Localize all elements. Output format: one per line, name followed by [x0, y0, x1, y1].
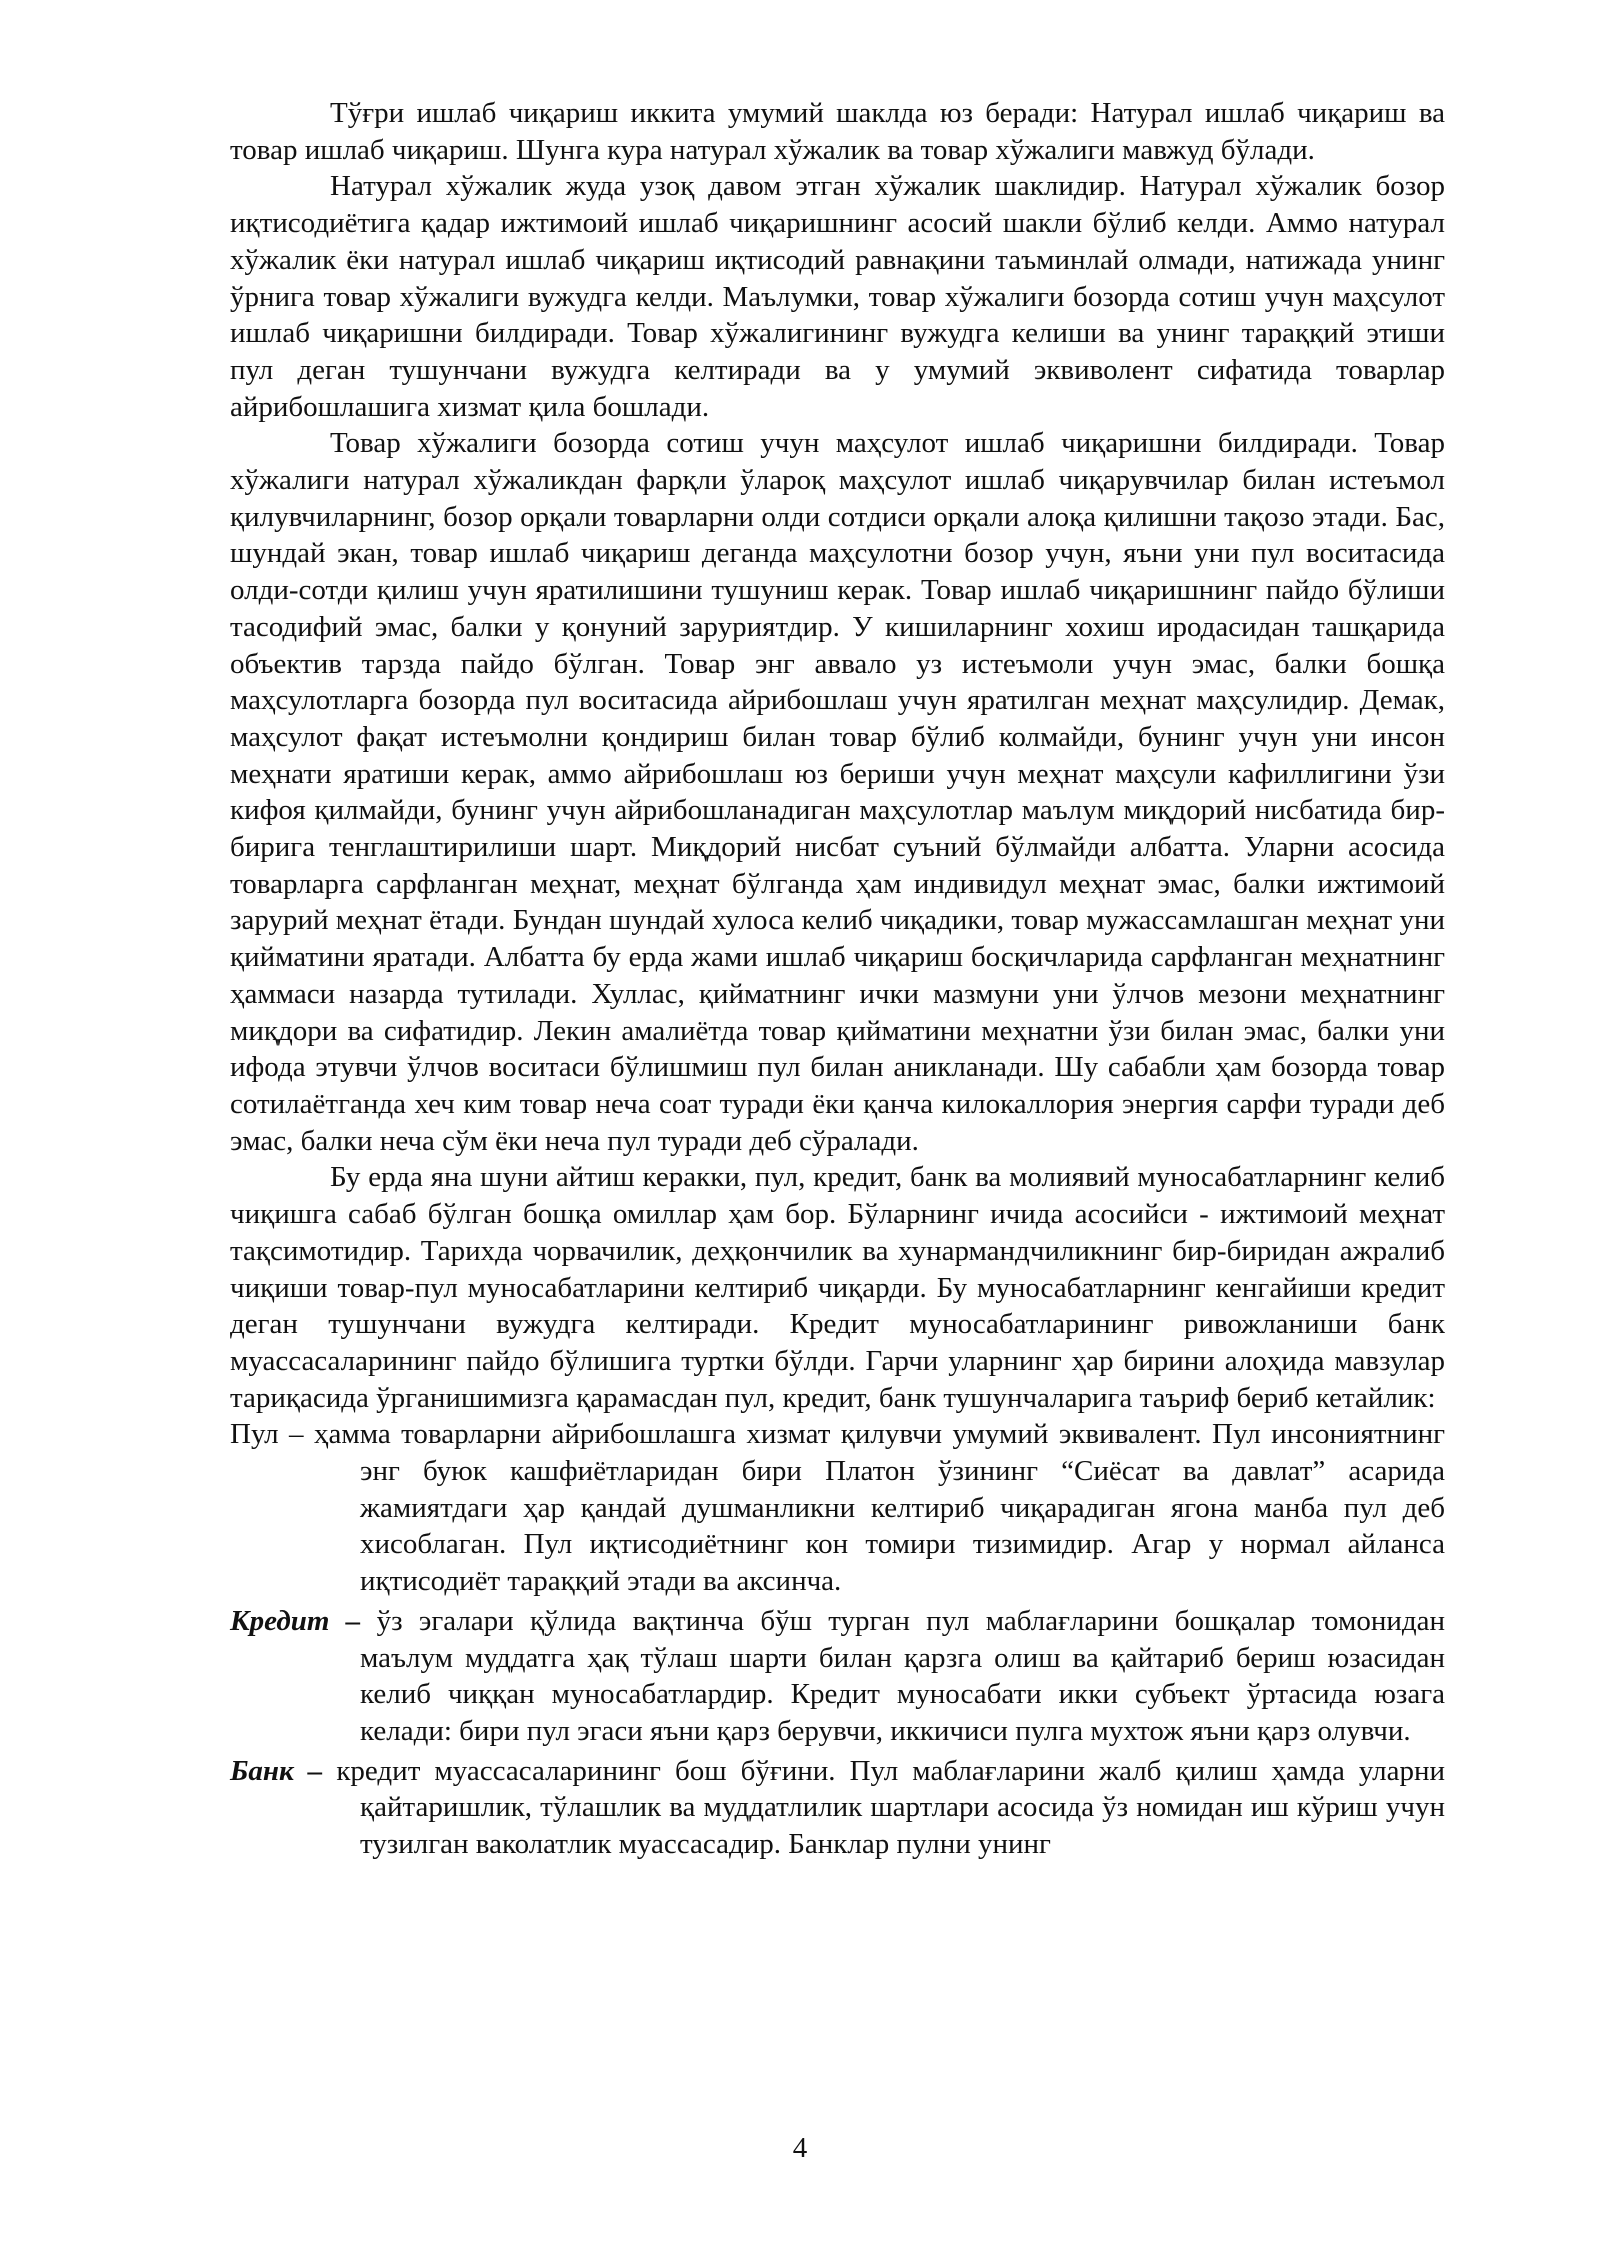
document-page	[230, 95, 1445, 1863]
definition-text: кредит муассасаларининг бош бўғини. Пул маблағларини жалб қилиш ҳамда уларни қайтаришлик, тўлашлик ва муддатлилик шартлари асосида ўз номидан иш кўриш учун тузилган ваколатлик муассасадир. Банклар пулни унинг	[336, 1754, 1445, 1861]
definition-term: Пул –	[230, 1418, 304, 1451]
paragraph-commodity-economy: Товар хўжалиги бозорда сотиш учун маҳсулот ишлаб чиқаришни билдиради. Товар хўжалиги натурал хўжаликдан фарқли ўлароқ маҳсулот ишлаб чиқарувчилар билан истеъмол қилувчиларнинг, бозор орқали товарларни олди сотдиси орқали алоқа қилишни тақозо этади. Бас, шундай экан, товар ишлаб чиқариш деганда маҳсулотни бозор учун, яъни уни пул воситасида олди-сотди қилиш учун яратилишини тушуниш керак. Товар ишлаб чиқаришнинг пайдо бўлиши тасодифий эмас, балки у қонуний заруриятдир. У кишиларнинг хохиш иродасидан ташқарида объектив тарзда пайдо бўлган. Товар энг аввало уз истеъмоли учун эмас, балки бошқа маҳсулотларга бозорда пул воситасида айрибошлаш учун яратилган меҳнат маҳсулидир. Демак, маҳсулот фақат истеъмолни қондириш билан товар бўлиб колмайди, бунинг учун уни инсон меҳнати яратиши керак, аммо айрибошлаш юз бериши учун меҳнат маҳсули кафиллигини ўзи кифоя қилмайди, бунинг учун айрибошланадиган маҳсулотлар маълум миқдорий нисбатида бир-бирига тенглаштирилиши шарт. Миқдорий нисбат суъний бўлмайди албатта. Уларни асосида товарларга сарфланган меҳнат, меҳнат бўлганда ҳам индивидул меҳнат эмас, балки ижтимоий зарурий меҳнат ётади. Бундан шундай хулоса келиб чиқадики, товар мужассамлашган меҳнат уни қийматини яратади. Албатта бу ерда жами ишлаб чиқариш босқичларида сарфланган меҳнатнинг ҳаммаси назарда тутилади. Хуллас, қийматнинг ички мазмуни уни ўлчов мезони меҳнатнинг миқдори ва сифатидир. Лекин амалиётда товар қийматини меҳнатни ўзи билан эмас, балки уни ифода этувчи ўлчов воситаси бўлишмиш пул билан аникланади. Шу сабабли ҳам бозорда товар сотилаётганда хеч ким товар неча соат туради ёки қанча килокаллория энергия сарфи туради деб эмас, балки неча сўм ёки неча пул туради деб сўралади.	[230, 427, 1445, 1157]
paragraph-natural-economy: Натурал хўжалик жуда узоқ давом этган хўжалик шаклидир. Натурал хўжалик бозор иқтисодиётига қадар ижтимоий ишлаб чиқаришнинг асосий шакли бўлиб келди. Аммо натурал хўжалик ёки натурал ишлаб чиқариш иқтисодий равнақини таъминлай олмади, натижада унинг ўрнига товар хўжалиги вужудга келди. Маълумки, товар хўжалиги бозорда сотиш учун маҳсулот ишлаб чиқаришни билдиради. Товар хўжалигининг вужудга келиши ва унинг тараққий этиши пул деган тушунчани вужудга келтиради ва у умумий эквиволент сифатида товарлар айрибошлашига хизмат қила бошлади.	[230, 170, 1445, 423]
definition-term: Кредит –	[230, 1604, 361, 1637]
page-number: 4	[792, 2132, 808, 2164]
definition-term: Банк –	[230, 1754, 323, 1787]
definition-bank	[230, 1753, 1445, 1863]
definition-text: ўз эгалари қўлида вақтинча бўш турган пул маблағларини бошқалар томонидан маълум муддатга ҳақ тўлаш шарти билан қарзга олиш ва қайтариб бериш юзасидан келиб чиққан муносабатлардир. Кредит муносабати икки субъект ўртасида юзага келади: бири пул эгаси яъни қарз берувчи, иккичиси пулга мухтож яъни қарз олувчи.	[360, 1604, 1446, 1747]
definition-money	[230, 1416, 1445, 1600]
paragraph-money-credit-origins: Бу ерда яна шуни айтиш керакки, пул, кредит, банк ва молиявий муносабатларнинг келиб чиқишга сабаб бўлган бошқа омиллар ҳам бор. Бўларнинг ичида асосийси - ижтимоий меҳнат тақсимотидир. Тарихда чорвачилик, деҳқончилик ва хунармандчиликнинг бир-биридан ажралиб чиқиши товар-пул муносабатларини келтириб чиқарди. Бу муносабатларнинг кенгайиши кредит деган тушунчани вужудга келтиради. Кредит муносабатларининг ривожланиши банк муассасаларининг пайдо бўлишига туртки бўлди. Гарчи уларнинг ҳар бирини алоҳида мавзулар тариқасида ўрганишимизга қарамасдан пул, кредит, банк тушунчаларига таъриф бериб кетайлик:	[230, 1161, 1445, 1414]
paragraph-production-forms: Тўғри ишлаб чиқариш иккита умумий шаклда юз беради: Натурал ишлаб чиқариш ва товар ишлаб чиқариш. Шунга кура натурал хўжалик ва товар хўжалиги мавжуд бўлади.	[230, 97, 1445, 166]
definition-text: ҳамма товарларни айрибошлашга хизмат қилувчи умумий эквивалент. Пул инсониятнинг энг буюк кашфиётларидан бири Платон ўзининг “Сиёсат ва давлат” асарида жамиятдаги ҳар қандай душманликни келтириб чиқарадиган ягона манба пул деб хисоблаган. Пул иқтисодиётнинг кон томири тизимидир. Агар у нормал айланса иқтисодиёт тараққий этади ва аксинча.	[313, 1418, 1446, 1598]
definition-credit	[230, 1603, 1445, 1750]
